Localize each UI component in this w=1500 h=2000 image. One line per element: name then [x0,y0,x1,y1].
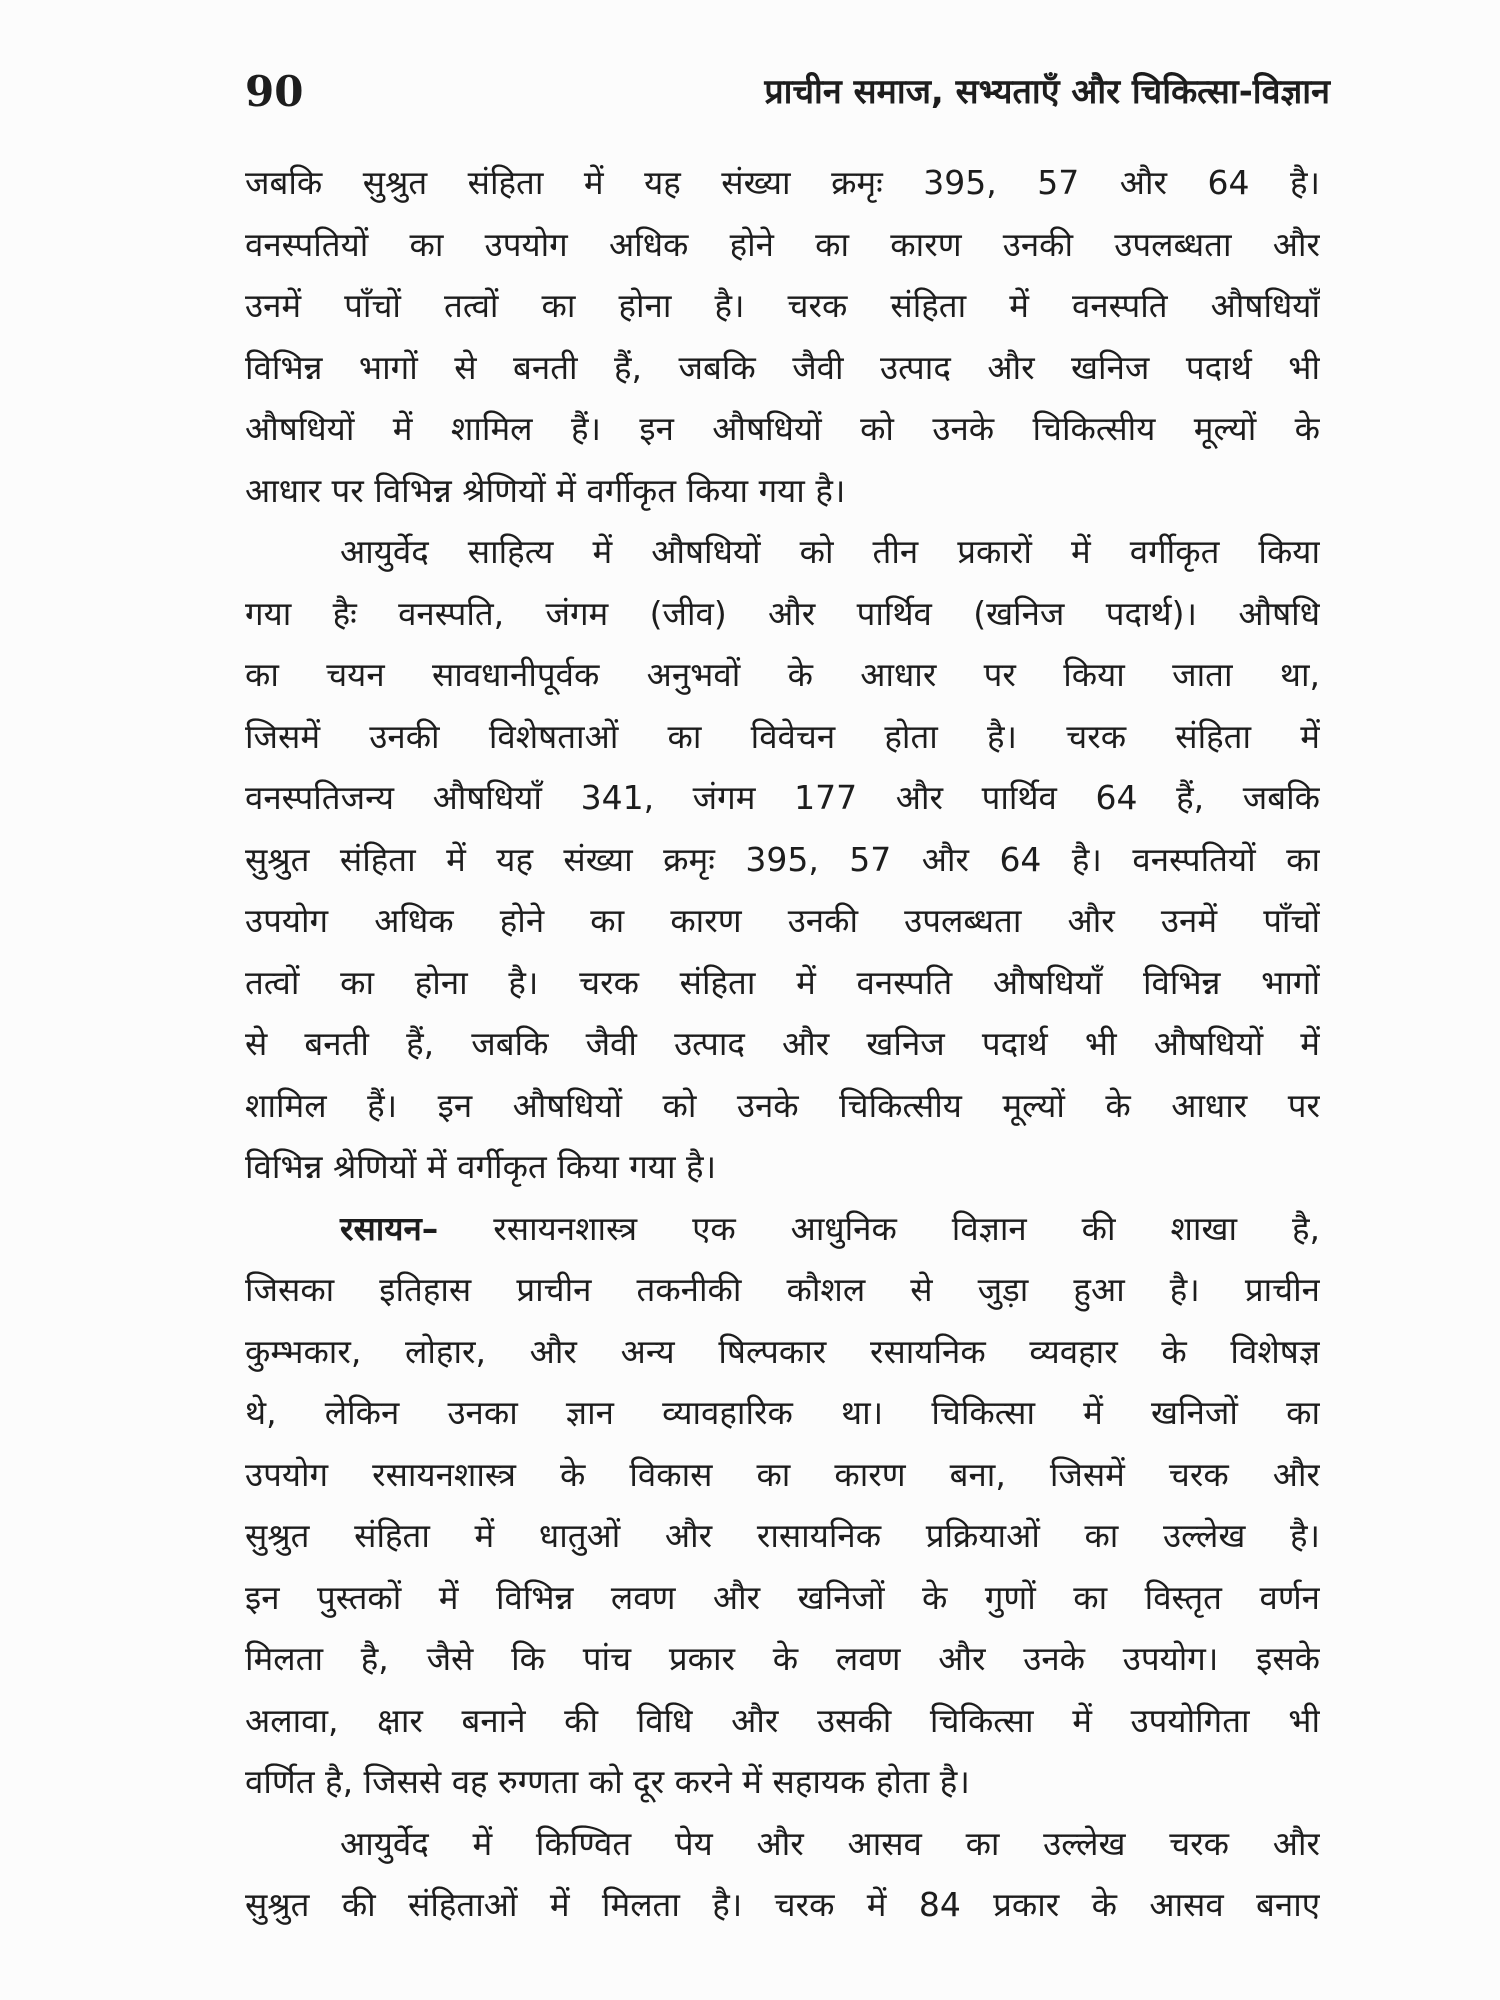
text-line: जिसमें उनकी विशेषताओं का विवेचन होता है। चरक संहिता में [245,716,1320,756]
text-line: उपयोग रसायनशास्त्र के विकास का कारण बना, जिसमें चरक और [245,1454,1320,1494]
text-line: वर्णित है, जिससे वह रुग्णता को दूर करने में सहायक होता है। [245,1762,970,1801]
text-line: उपयोग अधिक होने का कारण उनकी उपलब्धता और उनमें पाँचों [245,901,1320,940]
text-line: का चयन सावधानीपूर्वक अनुभवों के आधार पर किया जाता था, [245,655,1320,694]
text-line [245,1198,1320,1260]
text-line: शामिल हैं। इन औषधियों को उनके चिकित्सीय मूल्यों के आधार पर [245,1085,1320,1125]
text-line: आयुर्वेद में किण्वित पेय और आसव का उल्लेख चरक और [340,1823,1320,1863]
text-line: सुश्रुत संहिता में यह संख्या क्रमृः 395, 57 और 64 है। वनस्पतियों का [245,839,1320,879]
text-line: वनस्पतिजन्य औषधियाँ 341, जंगम 177 और पार्थिव 64 हैं, जबकि [245,778,1320,817]
text-line: जबकि सुश्रुत संहिता में यह संख्या क्रमृः 395, 57 और 64 है। [245,163,1320,202]
text-line: तत्वों का होना है। चरक संहिता में वनस्पति औषधियाँ विभिन्न भागों [245,962,1320,1002]
text-line: कुम्भकार, लोहार, और अन्य षिल्पकार रसायनिक व्यवहार के विशेषज्ञ [245,1331,1320,1371]
text-line: औषधियों में शामिल हैं। इन औषधियों को उनके चिकित्सीय मूल्यों के [245,409,1320,448]
body-text [245,152,1320,1936]
text-line: अलावा, क्षार बनाने की विधि और उसकी चिकित्सा में उपयोगिता भी [245,1700,1320,1740]
page-header [245,62,1330,132]
text-line: थे, लेकिन उनका ज्ञान व्यावहारिक था। चिकित्सा में खनिजों का [245,1393,1320,1432]
text-line: उनमें पाँचों तत्वों का होना है। चरक संहिता में वनस्पति औषधियाँ [245,286,1320,325]
text-line: जिसका इतिहास प्राचीन तकनीकी कौशल से जुड़ा हुआ है। प्राचीन [245,1270,1320,1309]
text-line: सुश्रुत की संहिताओं में मिलता है। चरक में 84 प्रकार के आसव बनाए [245,1885,1320,1924]
text-line: सुश्रुत संहिता में धातुओं और रासायनिक प्रक्रियाओं का उल्लेख है। [245,1516,1320,1555]
text-line: इन पुस्तकों में विभिन्न लवण और खनिजों के गुणों का विस्तृत वर्णन [245,1577,1320,1617]
running-title: प्राचीन समाज, सभ्यताएँ और चिकित्सा-विज्ञान [764,72,1330,112]
text-line: मिलता है, जैसे कि पांच प्रकार के लवण और उनके उपयोग। इसके [245,1639,1320,1678]
text-line: गया हैः वनस्पति, जंगम (जीव) और पार्थिव (खनिज पदार्थ)। औषधि [245,593,1320,633]
text-line: आधार पर विभिन्न श्रेणियों में वर्गीकृत किया गया है। [245,470,846,510]
page-number: 90 [245,67,304,116]
text-line: आयुर्वेद साहित्य में औषधियों को तीन प्रकारों में वर्गीकृत किया [340,532,1320,571]
text-line: वनस्पतियों का उपयोग अधिक होने का कारण उनकी उपलब्धता और [245,224,1320,264]
text-line-rest: रसायनशास्त्र एक आधुनिक विज्ञान की शाखा है, [493,1208,1320,1248]
rasayan-heading: रसायन– [340,1208,439,1248]
text-line: विभिन्न भागों से बनती हैं, जबकि जैवी उत्पाद और खनिज पदार्थ भी [245,347,1320,387]
text-line: से बनती हैं, जबकि जैवी उत्पाद और खनिज पदार्थ भी औषधियों में [245,1024,1320,1063]
text-line: विभिन्न श्रेणियों में वर्गीकृत किया गया है। [245,1147,717,1186]
